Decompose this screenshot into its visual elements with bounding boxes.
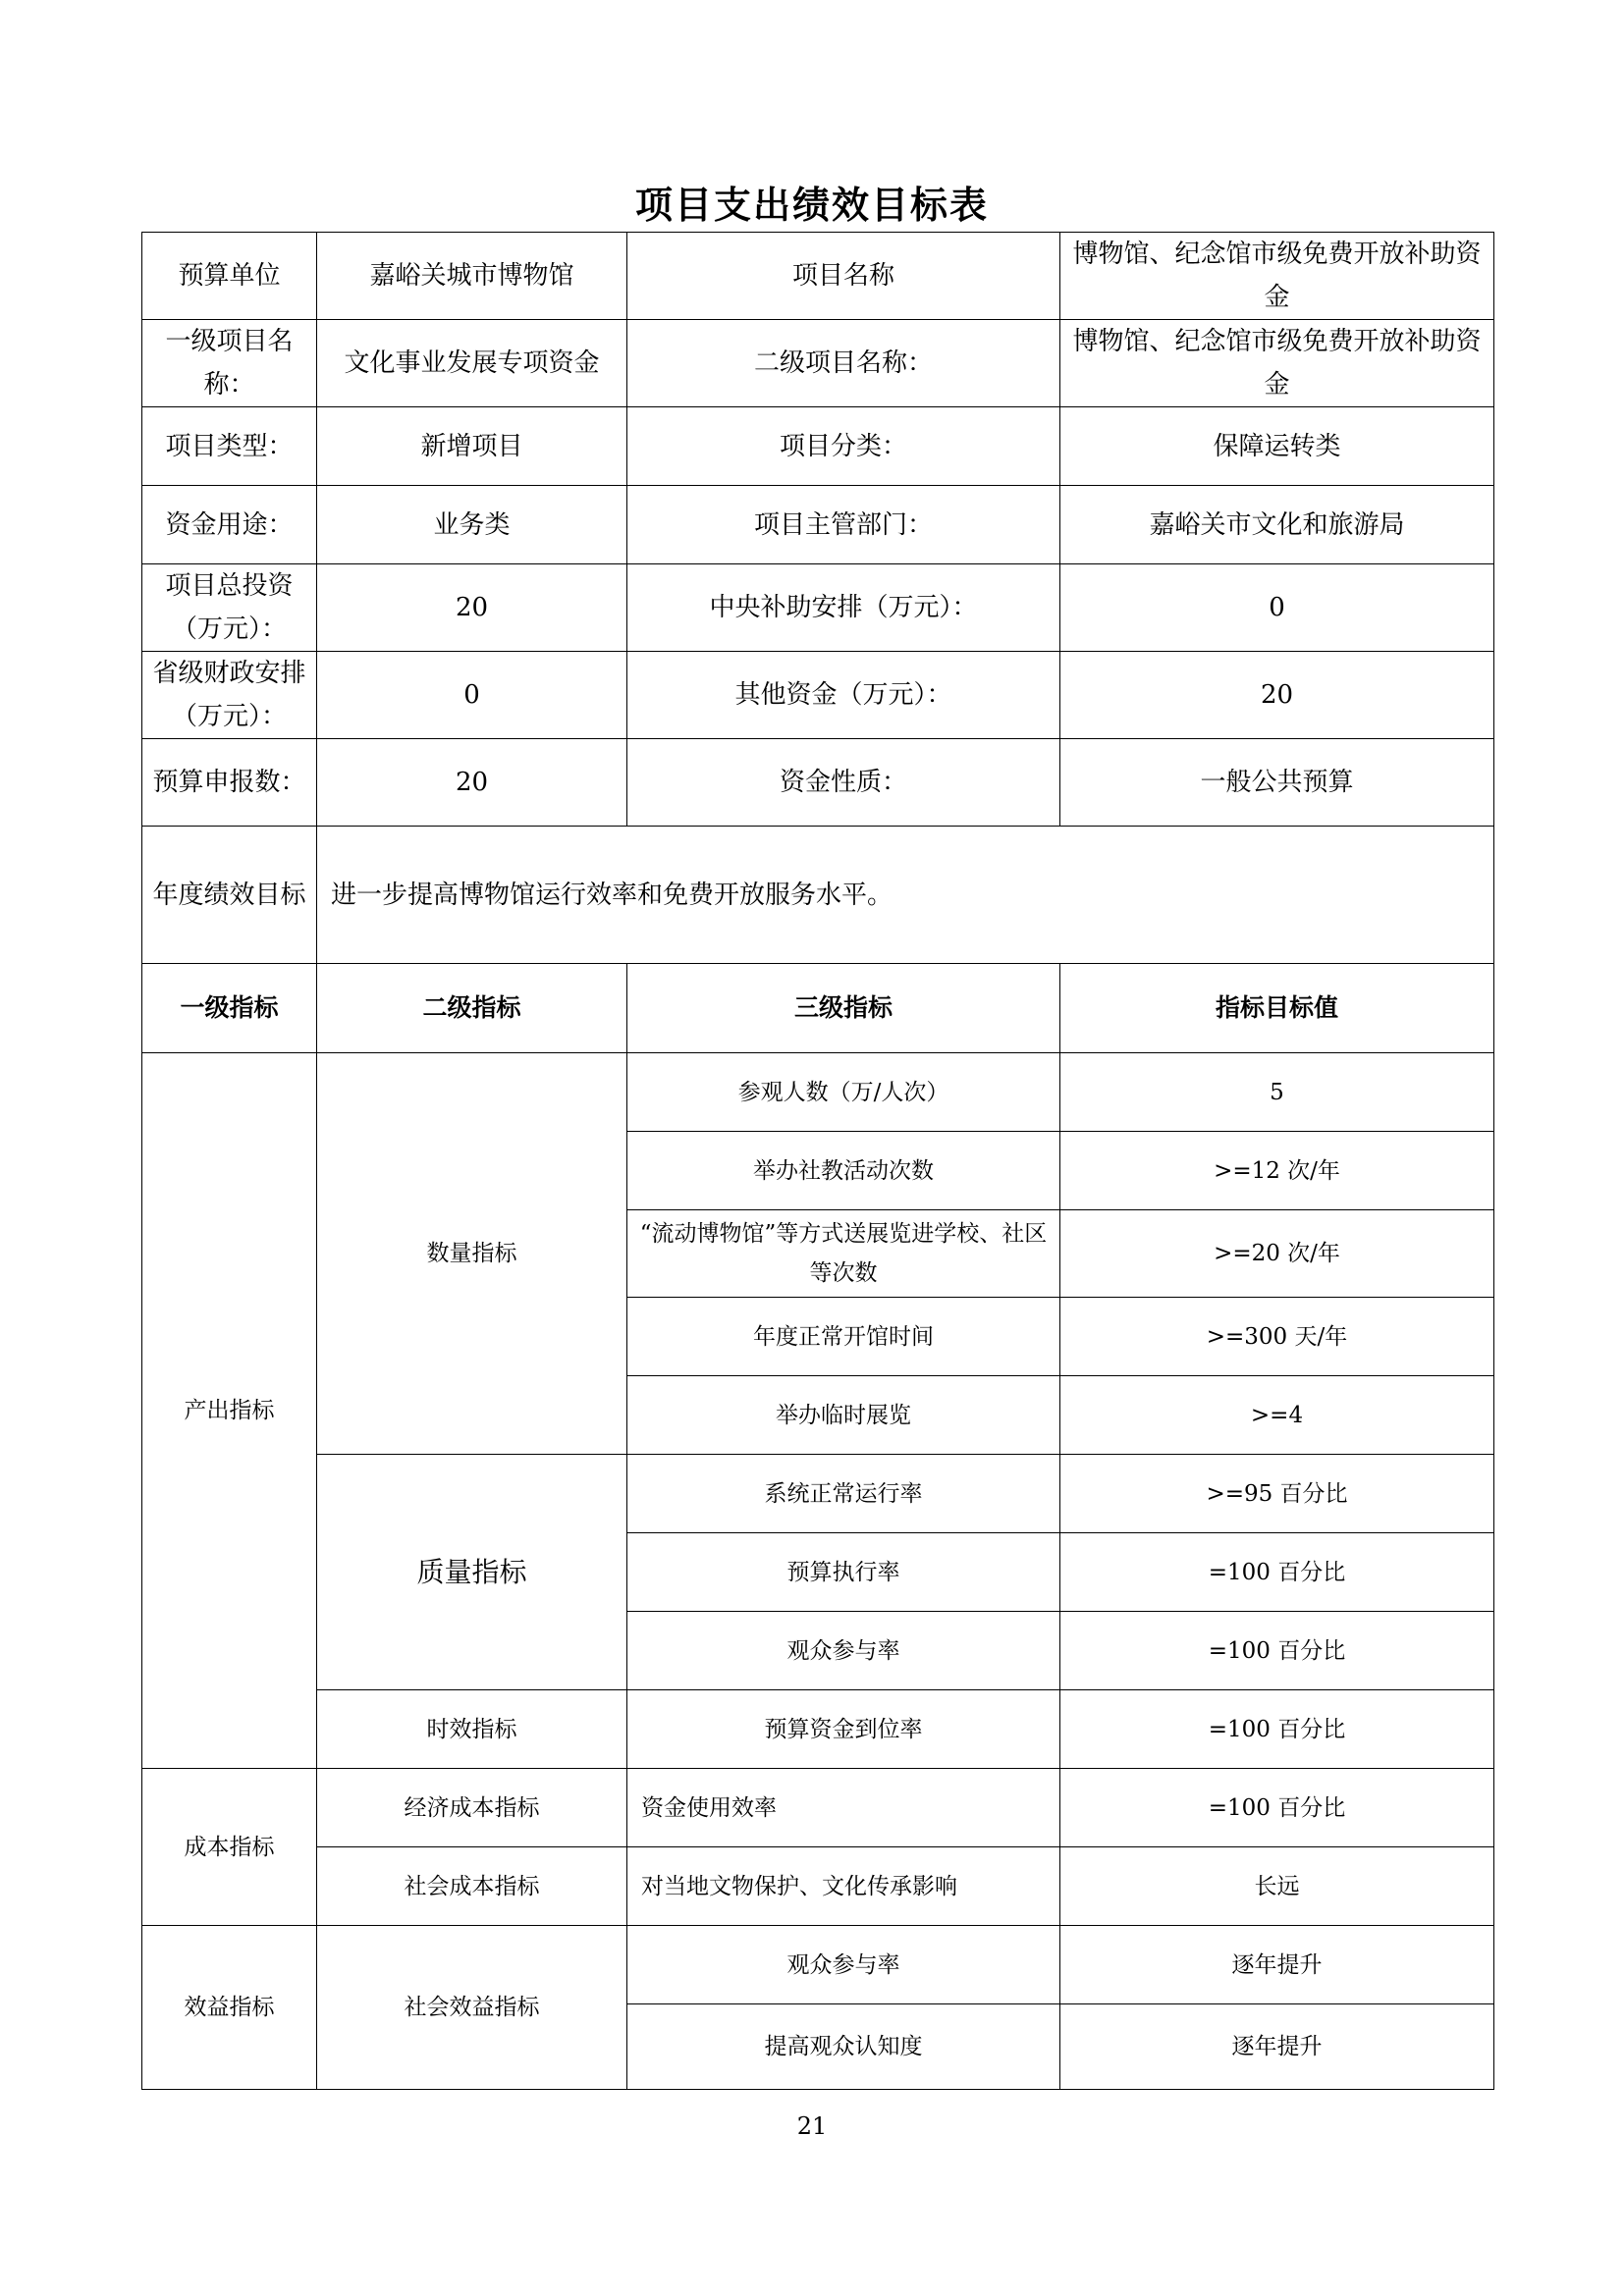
indicator-cell: 参观人数（万/人次） (627, 1053, 1060, 1132)
target-cell: >=95 百分比 (1060, 1455, 1494, 1533)
info-row (142, 486, 1494, 564)
indicator-cell: 提高观众认知度 (627, 2004, 1060, 2090)
budget-declared-value: 20 (317, 739, 627, 827)
indicator-cell: 预算执行率 (627, 1533, 1060, 1612)
project-name-label: 项目名称 (627, 233, 1060, 320)
table-row (142, 1455, 1494, 1533)
header-level2: 二级指标 (317, 964, 627, 1053)
target-cell: =100 百分比 (1060, 1612, 1494, 1690)
header-level3: 三级指标 (627, 964, 1060, 1053)
other-fund-value: 20 (1060, 652, 1494, 739)
level2-project-label: 二级项目名称： (627, 320, 1060, 407)
central-subsidy-label: 中央补助安排（万元）： (627, 564, 1060, 652)
annual-goal-value: 进一步提高博物馆运行效率和免费开放服务水平。 (317, 827, 1494, 964)
central-subsidy-value: 0 (1060, 564, 1494, 652)
target-cell: =100 百分比 (1060, 1533, 1494, 1612)
group-quantity: 数量指标 (317, 1053, 627, 1455)
target-cell: 5 (1060, 1053, 1494, 1132)
indicator-cell: 观众参与率 (627, 1926, 1060, 2004)
provincial-value: 0 (317, 652, 627, 739)
group-cost: 成本指标 (142, 1769, 317, 1926)
level2-project-value: 博物馆、纪念馆市级免费开放补助资金 (1060, 320, 1494, 407)
info-row (142, 407, 1494, 486)
performance-target-table (141, 232, 1494, 2090)
indicator-cell: 举办社教活动次数 (627, 1132, 1060, 1210)
group-social-cost: 社会成本指标 (317, 1847, 627, 1926)
target-cell: >=4 (1060, 1376, 1494, 1455)
fund-usage-value: 业务类 (317, 486, 627, 564)
indicator-cell: 预算资金到位率 (627, 1690, 1060, 1769)
info-row (142, 233, 1494, 320)
dept-label: 项目主管部门： (627, 486, 1060, 564)
annual-goal-label: 年度绩效目标 (142, 827, 317, 964)
level1-project-value: 文化事业发展专项资金 (317, 320, 627, 407)
project-type-value: 新增项目 (317, 407, 627, 486)
indicator-cell: 年度正常开馆时间 (627, 1298, 1060, 1376)
project-name-value: 博物馆、纪念馆市级免费开放补助资金 (1060, 233, 1494, 320)
target-cell: >=20 次/年 (1060, 1210, 1494, 1298)
page-title: 项目支出绩效目标表 (634, 184, 989, 227)
project-category-label: 项目分类： (627, 407, 1060, 486)
table-row (142, 1926, 1494, 2004)
target-cell: 长远 (1060, 1847, 1494, 1926)
table-row (142, 1053, 1494, 1132)
indicator-cell: 系统正常运行率 (627, 1455, 1060, 1533)
group-economic-cost: 经济成本指标 (317, 1769, 627, 1847)
fund-usage-label: 资金用途： (142, 486, 317, 564)
info-row (142, 652, 1494, 739)
budget-declared-label: 预算申报数： (142, 739, 317, 827)
budget-unit-label: 预算单位 (142, 233, 317, 320)
project-category-value: 保障运转类 (1060, 407, 1494, 486)
info-row (142, 739, 1494, 827)
other-fund-label: 其他资金（万元）： (627, 652, 1060, 739)
total-invest-value: 20 (317, 564, 627, 652)
table-row (142, 1847, 1494, 1926)
header-level1: 一级指标 (142, 964, 317, 1053)
indicator-cell: 对当地文物保护、文化传承影响 (627, 1847, 1060, 1926)
fund-nature-value: 一般公共预算 (1060, 739, 1494, 827)
project-type-label: 项目类型： (142, 407, 317, 486)
indicator-cell: 观众参与率 (627, 1612, 1060, 1690)
page-number: 21 (796, 2112, 828, 2140)
indicator-cell: 举办临时展览 (627, 1376, 1060, 1455)
table-row (142, 1769, 1494, 1847)
group-output: 产出指标 (142, 1053, 317, 1769)
dept-value: 嘉峪关市文化和旅游局 (1060, 486, 1494, 564)
target-cell: 逐年提升 (1060, 1926, 1494, 2004)
total-invest-label: 项目总投资（万元）： (142, 564, 317, 652)
fund-nature-label: 资金性质： (627, 739, 1060, 827)
group-social-benefit: 社会效益指标 (317, 1926, 627, 2090)
info-row (142, 320, 1494, 407)
target-cell: =100 百分比 (1060, 1690, 1494, 1769)
target-cell: >=12 次/年 (1060, 1132, 1494, 1210)
indicator-header-row (142, 964, 1494, 1053)
level1-project-label: 一级项目名称： (142, 320, 317, 407)
header-target: 指标目标值 (1060, 964, 1494, 1053)
target-cell: =100 百分比 (1060, 1769, 1494, 1847)
table-row (142, 1690, 1494, 1769)
target-cell: 逐年提升 (1060, 2004, 1494, 2090)
provincial-label: 省级财政安排（万元）： (142, 652, 317, 739)
annual-goal-row (142, 827, 1494, 964)
indicator-cell: “流动博物馆”等方式送展览进学校、社区等次数 (627, 1210, 1060, 1298)
target-cell: >=300 天/年 (1060, 1298, 1494, 1376)
group-timeliness: 时效指标 (317, 1690, 627, 1769)
budget-unit-value: 嘉峪关城市博物馆 (317, 233, 627, 320)
group-quality: 质量指标 (317, 1455, 627, 1690)
indicator-cell: 资金使用效率 (627, 1769, 1060, 1847)
info-row (142, 564, 1494, 652)
group-benefit: 效益指标 (142, 1926, 317, 2090)
